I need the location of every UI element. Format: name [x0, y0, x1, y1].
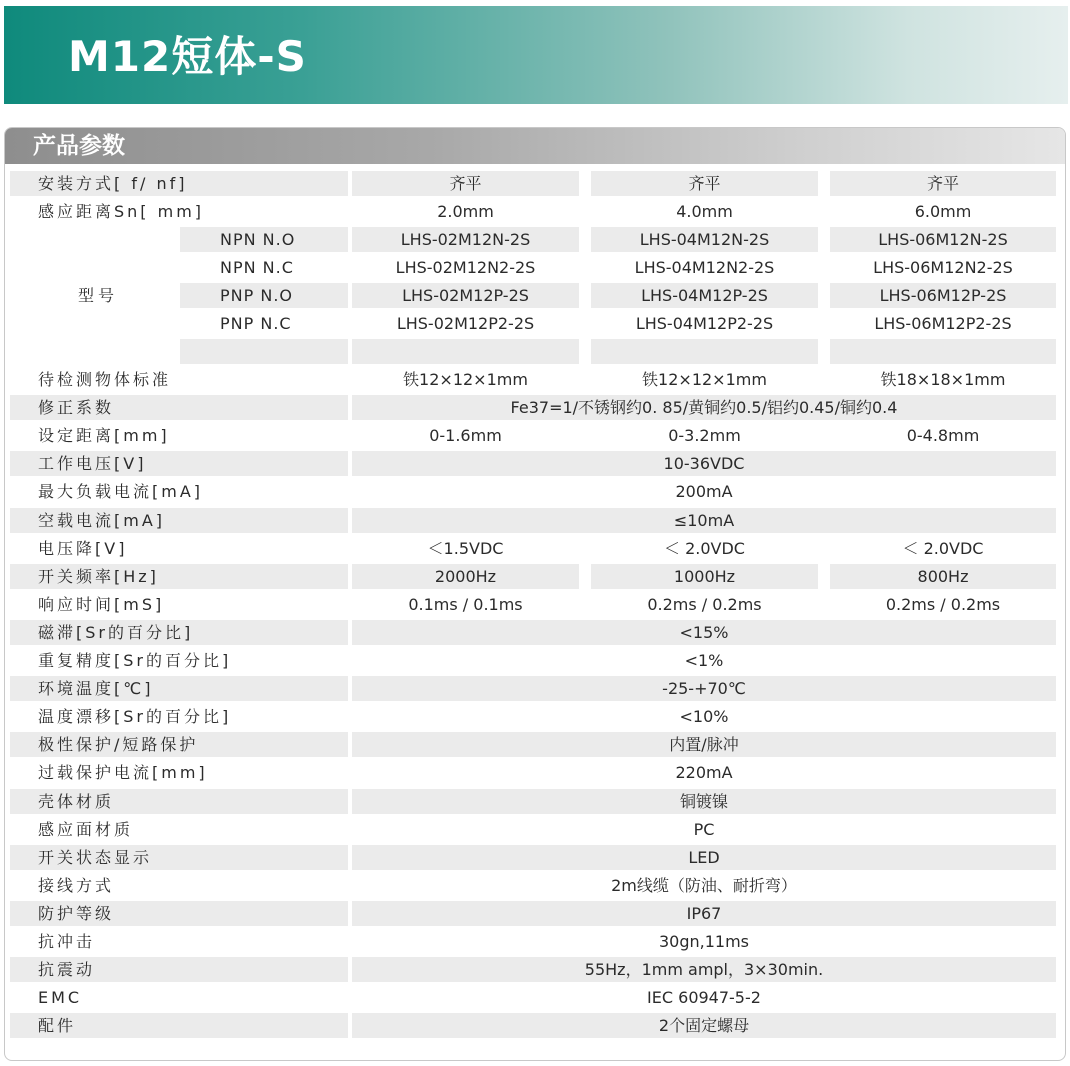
spec-row-value: ＜ 2.0VDC: [902, 538, 984, 558]
spec-row-value: 齐平: [830, 171, 1056, 196]
model-number: LHS-02M12N2-2S: [395, 258, 536, 278]
spec-row-label: 抗冲击: [38, 932, 96, 951]
spec-row-label: 空载电流[mA]: [10, 508, 348, 533]
spec-row-value: <10%: [679, 707, 729, 727]
spec-row-value: 1000Hz: [591, 564, 818, 589]
spec-row-label: 磁滞[Sr的百分比]: [10, 620, 348, 645]
spec-row-label: 环境温度[℃]: [10, 676, 348, 701]
spec-row-value: 铁12×12×1mm: [403, 370, 528, 389]
spec-row-value: 2000Hz: [352, 564, 579, 589]
blank-cell: [591, 339, 818, 364]
spec-row-label: 设定距离[mm]: [38, 426, 170, 446]
blank-cell: [830, 339, 1056, 364]
model-number: LHS-04M12P2-2S: [635, 314, 774, 334]
spec-row-label: 重复精度[Sr的百分比]: [38, 651, 232, 670]
spec-row-value: IEC 60947-5-2: [647, 988, 761, 1008]
spec-row-value: 800Hz: [830, 564, 1056, 589]
spec-row-value: 铁12×12×1mm: [642, 370, 767, 389]
spec-row-value: 齐平: [352, 171, 579, 196]
spec-row-value: 内置/脉冲: [352, 732, 1056, 757]
spec-row-value: 6.0mm: [914, 202, 972, 222]
spec-row-label: 安装方式[ f/ nf]: [10, 171, 348, 196]
spec-row-label: 防护等级: [10, 901, 348, 926]
spec-row-value: 2个固定螺母: [352, 1013, 1056, 1038]
blank-cell: [180, 339, 348, 364]
spec-row-label: 接线方式: [38, 875, 115, 895]
model-group-label: 型号: [78, 286, 119, 305]
model-number: LHS-04M12P-2S: [591, 283, 818, 308]
spec-row-value: 0-1.6mm: [429, 426, 502, 446]
spec-row-value: <15%: [352, 620, 1056, 645]
model-number: LHS-06M12P-2S: [830, 283, 1056, 308]
spec-row-label: 工作电压[V]: [10, 451, 348, 476]
spec-row-label: 抗震动: [10, 957, 348, 982]
spec-row-label: 最大负载电流[mA]: [38, 482, 204, 502]
spec-row-value: 55Hz，1mm ampl，3×30min.: [352, 957, 1056, 982]
model-number: LHS-02M12P2-2S: [396, 314, 535, 334]
spec-row-value: ≤10mA: [352, 508, 1056, 533]
spec-row-label: 待检测物体标准: [38, 370, 172, 389]
spec-row-label: 配件: [10, 1013, 348, 1038]
spec-row-label: 响应时间[mS]: [38, 594, 165, 614]
spec-row-value: <1%: [684, 651, 724, 670]
spec-row-value: 0.2ms / 0.2ms: [885, 594, 1001, 614]
spec-row-value: ＜1.5VDC: [427, 538, 504, 558]
model-number: LHS-04M12N-2S: [591, 227, 818, 252]
model-number: LHS-02M12P-2S: [352, 283, 579, 308]
spec-row-label: 感应面材质: [38, 819, 134, 839]
spec-row-value: 0-4.8mm: [906, 426, 980, 446]
spec-row-value: 齐平: [591, 171, 818, 196]
spec-row-value: 0-3.2mm: [668, 426, 741, 446]
spec-row-label: 过载保护电流[mm]: [38, 763, 208, 783]
model-type-label: PNP N.C: [220, 314, 292, 334]
spec-row-label: 开关状态显示: [10, 845, 348, 870]
spec-row-label: 温度漂移[Sr的百分比]: [38, 707, 232, 727]
model-number: LHS-06M12N-2S: [830, 227, 1056, 252]
spec-row-label: EMC: [38, 988, 83, 1008]
model-number: LHS-06M12P2-2S: [874, 314, 1012, 334]
spec-row-value: 30gn,11ms: [658, 932, 750, 951]
spec-row-value: PC: [693, 819, 715, 839]
spec-row-value: 0.1ms / 0.1ms: [408, 594, 523, 614]
spec-row-value: LED: [352, 845, 1056, 870]
panel-title: 产品参数: [33, 133, 125, 159]
model-number: LHS-02M12N-2S: [352, 227, 579, 252]
spec-row-value: 铁18×18×1mm: [880, 370, 1006, 389]
spec-row-label: 壳体材质: [10, 789, 348, 814]
blank-cell: [352, 339, 579, 364]
spec-row-value: 铜镀镍: [352, 789, 1056, 814]
spec-row-label: 修正系数: [10, 395, 348, 420]
spec-row-value: 10-36VDC: [352, 451, 1056, 476]
spec-row-label: 电压降[V]: [38, 538, 128, 558]
panel-header: [5, 128, 1065, 164]
spec-row-value: 0.2ms / 0.2ms: [647, 594, 762, 614]
spec-row-label: 感应距离Sn[ mm]: [38, 202, 205, 222]
spec-row-value: -25-+70℃: [352, 676, 1056, 701]
model-type-label: NPN N.O: [180, 227, 348, 252]
spec-row-value: Fe37=1/不锈钢约0. 85/黄铜约0.5/铝约0.45/铜约0.4: [352, 395, 1056, 420]
model-number: LHS-06M12N2-2S: [873, 258, 1013, 278]
spec-row-value: 4.0mm: [676, 202, 733, 222]
model-number: LHS-04M12N2-2S: [634, 258, 775, 278]
spec-row-value: 200mA: [675, 482, 733, 502]
spec-row-value: ＜ 2.0VDC: [664, 538, 745, 558]
spec-row-value: 220mA: [675, 763, 733, 783]
spec-row-value: 2.0mm: [437, 202, 494, 222]
spec-row-value: IP67: [352, 901, 1056, 926]
spec-row-value: 2m线缆（防油、耐折弯）: [611, 875, 797, 895]
spec-row-label: 开关频率[Hz]: [10, 564, 348, 589]
spec-row-label: 极性保护/短路保护: [10, 732, 348, 757]
model-type-label: PNP N.O: [180, 283, 348, 308]
page-title: M12短体-S: [68, 32, 307, 81]
title-banner: [4, 6, 1068, 104]
model-type-label: NPN N.C: [220, 258, 294, 278]
